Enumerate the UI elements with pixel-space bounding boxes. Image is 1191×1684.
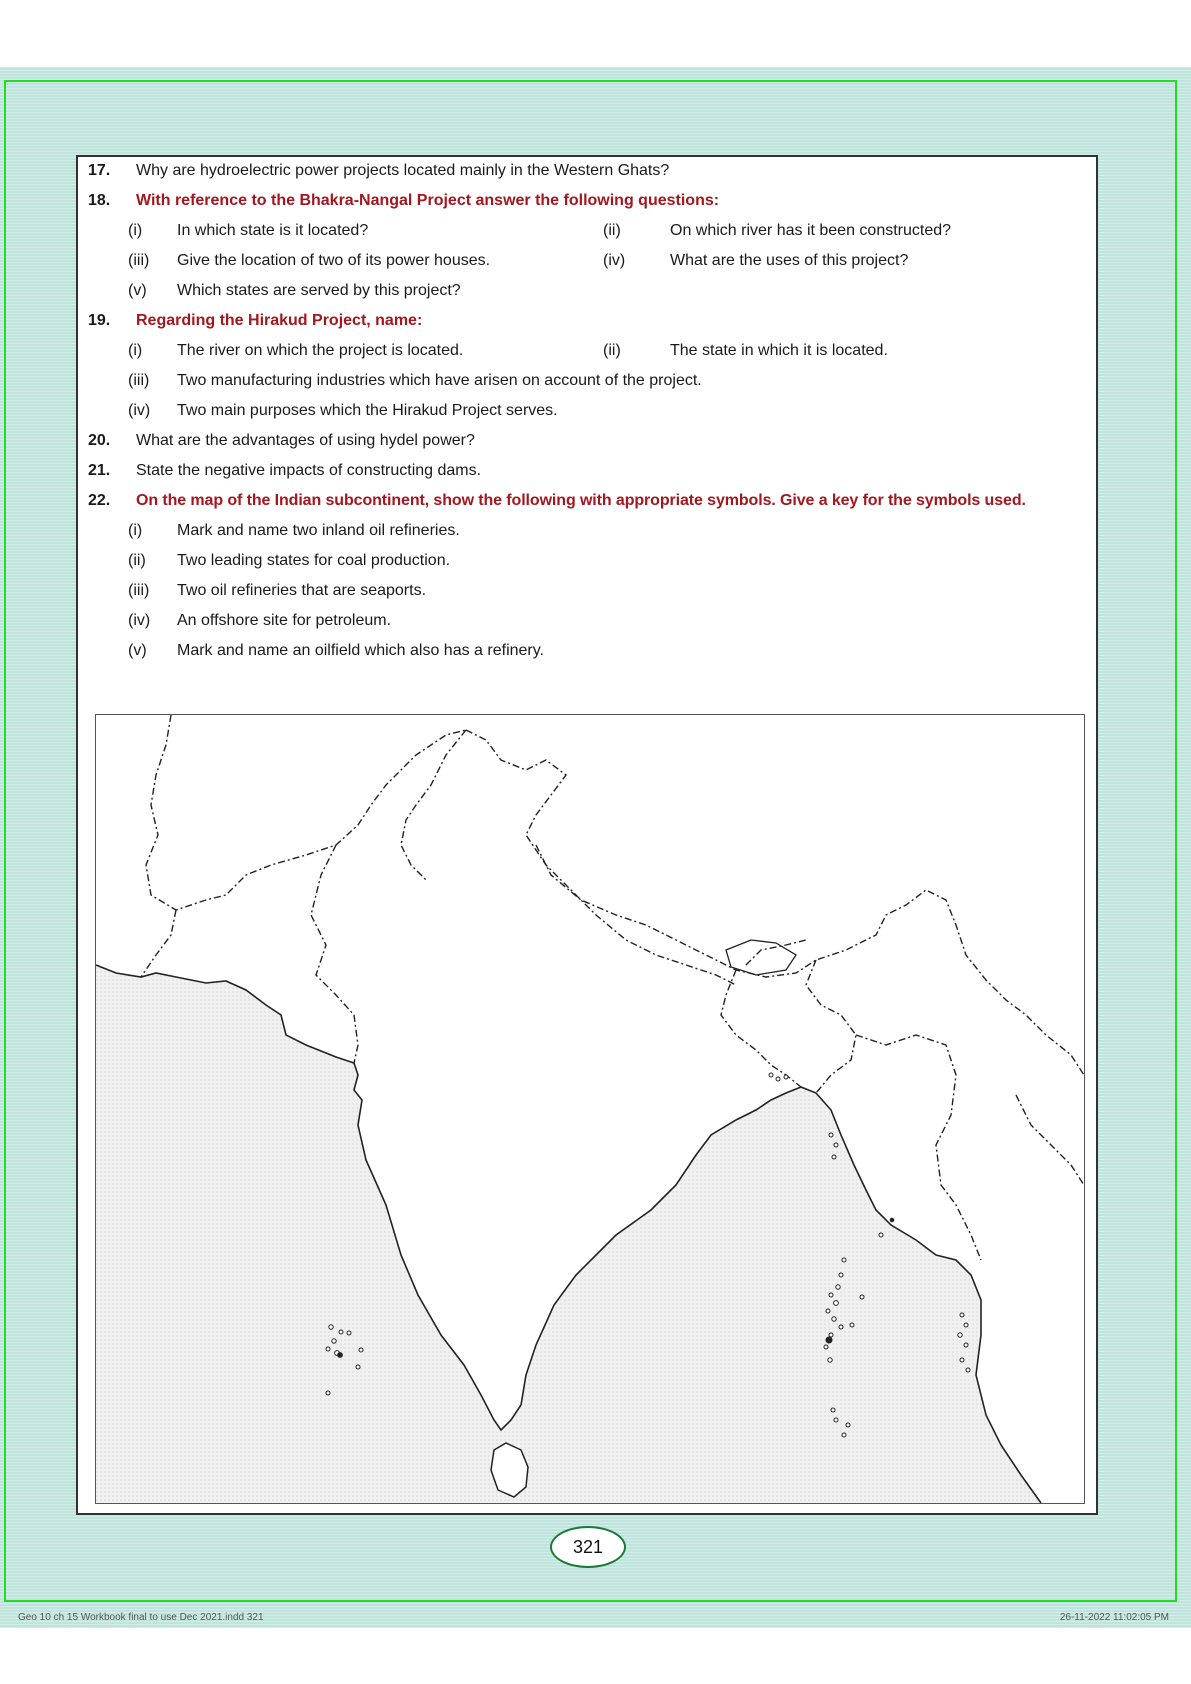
sub-number: (iii) — [128, 372, 150, 389]
question-text: Why are hydroelectric power projects located mainly in the Western Ghats? — [136, 162, 670, 179]
sub-number: (ii) — [128, 552, 146, 569]
content-box — [76, 155, 1098, 1515]
sub-number: (i) — [128, 342, 143, 359]
sub-number: (iii) — [128, 252, 150, 269]
question-number: 20. — [88, 432, 111, 449]
question-number: 18. — [88, 192, 111, 209]
page-number: 321 — [550, 1526, 626, 1568]
print-slug-file: Geo 10 ch 15 Workbook final to use Dec 2021.indd 321 — [18, 1612, 264, 1623]
sub-number: (ii) — [603, 222, 621, 239]
sub-number: (ii) — [603, 342, 621, 359]
question-heading: Regarding the Hirakud Project, name: — [136, 312, 423, 329]
sub-text: On which river has it been constructed? — [670, 222, 952, 239]
sub-text: Mark and name two inland oil refineries. — [177, 522, 460, 539]
sea-area — [96, 965, 1041, 1503]
sub-text: The river on which the project is located. — [177, 342, 464, 359]
question-number: 22. — [88, 492, 111, 509]
sub-text: Mark and name an oilfield which also has a refinery. — [177, 642, 544, 659]
india-outline-map — [96, 715, 1084, 1503]
question-number: 17. — [88, 162, 111, 179]
sub-text: An offshore site for petroleum. — [177, 612, 392, 629]
sub-number: (v) — [128, 642, 147, 659]
print-slug-date: 26-11-2022 11:02:05 PM — [1059, 1612, 1169, 1623]
sub-number: (iii) — [128, 582, 150, 599]
question-number: 19. — [88, 312, 111, 329]
question-number: 21. — [88, 462, 111, 479]
question-heading: On the map of the Indian subcontinent, show the following with appropriate symbols. Give a key for the symbols used. — [136, 492, 1026, 509]
sub-number: (i) — [128, 522, 143, 539]
sub-number: (iv) — [128, 402, 151, 419]
sub-number: (i) — [128, 222, 143, 239]
sub-text: What are the uses of this project? — [670, 252, 909, 269]
sub-text: The state in which it is located. — [670, 342, 888, 359]
sub-text: Two oil refineries that are seaports. — [177, 582, 427, 599]
question-heading: With reference to the Bhakra-Nangal Project answer the following questions: — [136, 192, 720, 209]
question-text: What are the advantages of using hydel power? — [136, 432, 475, 449]
sub-number: (iv) — [128, 612, 151, 629]
question-text: State the negative impacts of constructing dams. — [136, 462, 482, 479]
sub-text: In which state is it located? — [177, 222, 369, 239]
outline-map-frame — [95, 714, 1085, 1504]
sub-text: Two manufacturing industries which have arisen on account of the project. — [177, 372, 702, 389]
sub-number: (v) — [128, 282, 147, 299]
sub-text: Give the location of two of its power houses. — [177, 252, 491, 269]
sub-text: Two leading states for coal production. — [177, 552, 451, 569]
sub-text: Two main purposes which the Hirakud Project serves. — [177, 402, 558, 419]
sub-text: Which states are served by this project? — [177, 282, 461, 299]
sub-number: (iv) — [603, 252, 626, 269]
